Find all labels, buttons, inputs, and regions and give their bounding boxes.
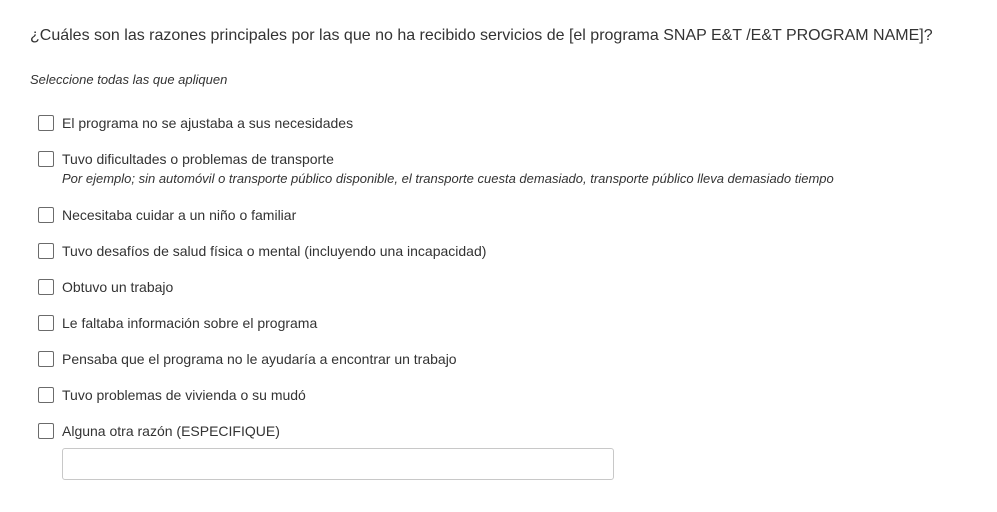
option-not-helpful[interactable] — [38, 351, 457, 367]
checkbox-other[interactable] — [38, 423, 54, 439]
option-transport[interactable] — [38, 151, 834, 187]
option-health[interactable] — [38, 243, 486, 259]
other-reason-input[interactable] — [62, 448, 614, 480]
option-childcare[interactable] — [38, 207, 296, 223]
option-lack-info[interactable] — [38, 315, 317, 331]
option-label: Tuvo desafíos de salud física o mental (incluyendo una incapacidad) — [62, 243, 487, 259]
option-label: Alguna otra razón (ESPECIFIQUE) — [62, 423, 280, 439]
checkbox-not-helpful[interactable] — [38, 351, 54, 367]
checkbox-health[interactable] — [38, 243, 54, 259]
instruction-text: Seleccione todas las que apliquen — [30, 72, 228, 87]
checkbox-lack-info[interactable] — [38, 315, 54, 331]
checkbox-got-job[interactable] — [38, 279, 54, 295]
option-example-text: Por ejemplo; sin automóvil o transporte público disponible, el transporte cuesta demasiado, transporte público lleva demasiado tiempo — [62, 171, 834, 186]
checkbox-transport[interactable] — [38, 151, 54, 167]
option-label: Necesitaba cuidar a un niño o familiar — [62, 207, 297, 223]
option-needs-not-met[interactable] — [38, 115, 353, 131]
option-other[interactable] — [38, 423, 280, 439]
option-label: Tuvo dificultades o problemas de transporte — [62, 151, 334, 167]
option-got-job[interactable] — [38, 279, 173, 295]
option-label: El programa no se ajustaba a sus necesidades — [62, 115, 354, 131]
option-housing[interactable] — [38, 387, 306, 403]
option-label: Le faltaba información sobre el programa — [62, 315, 318, 331]
checkbox-childcare[interactable] — [38, 207, 54, 223]
option-label: Tuvo problemas de vivienda o su mudó — [62, 387, 306, 403]
option-label: Pensaba que el programa no le ayudaría a encontrar un trabajo — [62, 351, 457, 367]
question-text: ¿Cuáles son las razones principales por las que no ha recibido servicios de [el programa SNAP E&T /E&T PROGRAM NAME]? — [30, 27, 933, 44]
checkbox-needs-not-met[interactable] — [38, 115, 54, 131]
option-label: Obtuvo un trabajo — [62, 279, 174, 295]
checkbox-housing[interactable] — [38, 387, 54, 403]
